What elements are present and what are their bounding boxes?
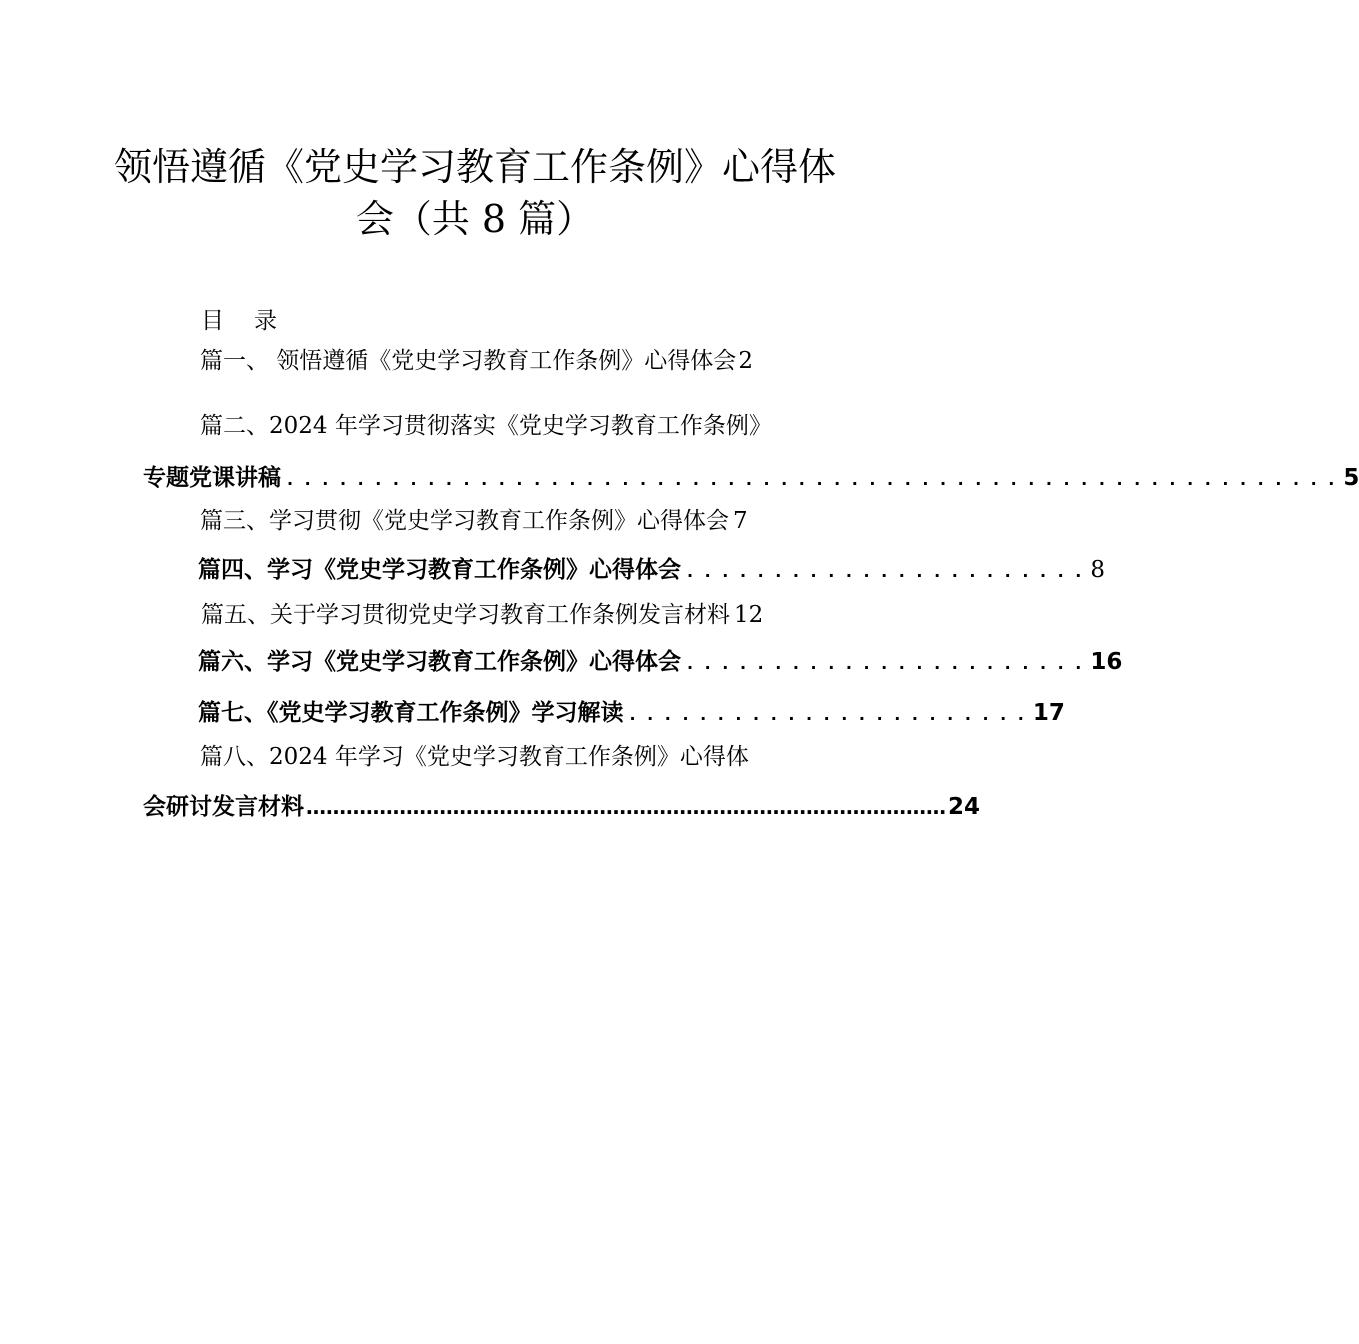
toc-entry-label: 篇四、学习《党史学习教育工作条例》心得体会 xyxy=(198,557,681,583)
toc-entry-label: 篇八、2024 年学习《党史学习教育工作条例》心得体 xyxy=(200,744,749,770)
toc-entry-label: 篇二、2024 年学习贯彻落实《党史学习教育工作条例》 xyxy=(200,413,772,439)
toc-leader-dots: . . . . . . . . . . . . . . . . . . . . . . . xyxy=(687,654,1085,673)
toc-entry-label: 专题党课讲稿 xyxy=(143,465,281,491)
toc-entry-2-line-2[interactable] xyxy=(143,463,1359,493)
toc-entry-4[interactable] xyxy=(198,555,1105,585)
toc-leader-dots: . . . . . . . . . . . . . . . . . . . . . . . xyxy=(687,562,1085,581)
toc-leader-dots: . . . . . . . . . . . . . . . . . . . . . . . xyxy=(629,705,1027,724)
toc-entry-label: 篇六、学习《党史学习教育工作条例》心得体会 xyxy=(198,649,681,675)
toc-entry-page: 2 xyxy=(738,348,753,374)
toc-heading: 目录 xyxy=(201,308,307,334)
toc-entry-label: 篇三、学习贯彻《党史学习教育工作条例》心得体会 xyxy=(200,508,729,534)
toc-entry-2-line-1[interactable] xyxy=(200,411,820,441)
toc-entry-label: 会研讨发言材料 xyxy=(143,794,304,820)
toc-entry-5[interactable] xyxy=(201,600,826,630)
toc-entry-label: 篇五、关于学习贯彻党史学习教育工作条例发言材料 xyxy=(201,602,730,628)
toc-entry-page: 8 xyxy=(1090,557,1105,583)
toc-entry-8-line-2[interactable] xyxy=(143,792,981,822)
toc-entry-label: 篇七、《党史学习教育工作条例》学习解读 xyxy=(198,700,624,726)
toc-entry-label: 篇一、 领悟遵循《党史学习教育工作条例》心得体会 xyxy=(200,348,737,374)
document-title-line-2: 会（共 8 篇） xyxy=(355,197,595,241)
toc-entry-page: 5 xyxy=(1343,465,1359,491)
toc-leader-dots: . . . . . . . . . . . . . . . . . . . . . . . . . . . . . . . . . . . . . . . . . . . . . . . . . . . . . . . . . . . . xyxy=(287,470,1338,489)
toc-entry-page: 16 xyxy=(1090,649,1123,675)
toc-entry-6[interactable] xyxy=(198,647,1123,677)
toc-entry-8-line-1[interactable] xyxy=(200,742,820,772)
toc-entry-1[interactable] xyxy=(200,346,810,376)
document-title-line-1: 领悟遵循《党史学习教育工作条例》心得体 xyxy=(113,145,836,189)
toc-entry-page: 17 xyxy=(1032,700,1065,726)
toc-entry-page: 24 xyxy=(948,794,981,820)
toc-entry-7[interactable] xyxy=(198,698,1065,728)
toc-entry-page: 7 xyxy=(733,508,748,534)
toc-entry-3[interactable] xyxy=(200,506,810,536)
toc-entry-page: 12 xyxy=(734,602,764,628)
toc-leader-dots: …………………………………………………………………………………… xyxy=(306,795,946,819)
